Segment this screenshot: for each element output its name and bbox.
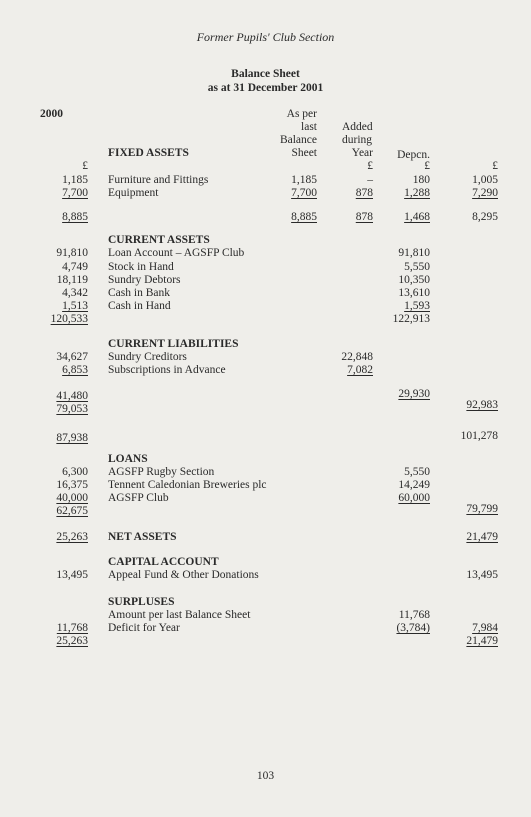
ca-cash-label: Cash in Hand [108, 300, 171, 312]
loan-rugby-amount: 5,550 [404, 466, 430, 478]
ca-debtors-amount: 10,350 [398, 274, 430, 286]
balance-col-line2: last [301, 121, 317, 133]
final-prior: 25,263 [56, 635, 88, 647]
ca-cash-prior: 1,513 [62, 300, 88, 312]
loan-tennent-prior: 16,375 [56, 479, 88, 491]
ca-debtors-label: Sundry Debtors [108, 274, 181, 286]
cl-subs-prior: 6,853 [62, 364, 88, 376]
net-current: 92,983 [466, 399, 498, 411]
ca-cash-amount: 1,593 [404, 300, 430, 312]
fa-equipment-added: 878 [355, 187, 373, 199]
depcn-col-header: Depcn. [397, 149, 430, 161]
loan-tennent-label: Tennent Caledonian Breweries plc [108, 479, 267, 491]
running-header: Former Pupils' Club Section [196, 30, 335, 44]
cl-total-prior: 41,480 [56, 390, 88, 402]
fa-total-added: 878 [355, 211, 373, 223]
cl-subs-label: Subscriptions in Advance [108, 364, 226, 376]
page-subtitle: as at 31 December 2001 [207, 82, 324, 94]
capital-total: 13,495 [466, 569, 498, 581]
loan-club-label: AGSFP Club [108, 492, 169, 504]
subtotal-prior: 87,938 [56, 432, 88, 444]
balance-col-line1: As per [286, 108, 317, 120]
loan-club-amount: 60,000 [398, 492, 430, 504]
fa-equipment-balance: 7,700 [291, 187, 317, 199]
net-current-prior: 79,053 [56, 403, 88, 415]
surplus-total: 7,984 [472, 622, 498, 634]
deficit-prior: 11,768 [56, 622, 88, 634]
ca-bank-label: Cash in Bank [108, 287, 170, 299]
ca-loan-amount: 91,810 [398, 247, 430, 259]
currency-col-added: £ [367, 160, 373, 172]
ca-stock-label: Stock in Hand [108, 261, 174, 273]
added-col-line3: Year [351, 147, 373, 159]
ca-stock-prior: 4,749 [62, 261, 88, 273]
fixed-assets-heading: FIXED ASSETS [108, 147, 189, 159]
ca-bank-prior: 4,342 [62, 287, 88, 299]
cl-creditors-label: Sundry Creditors [108, 351, 187, 363]
fa-furniture-prior: 1,185 [62, 174, 88, 186]
fa-furniture-label: Furniture and Fittings [108, 174, 209, 186]
deficit-amount: (3,784) [396, 622, 430, 634]
ca-total: 122,913 [392, 313, 430, 325]
capital-prior: 13,495 [56, 569, 88, 581]
loan-rugby-label: AGSFP Rugby Section [108, 466, 215, 478]
currency-col-depcn: £ [424, 160, 430, 172]
final-total: 21,479 [466, 635, 498, 647]
surplus-last-amount: 11,768 [398, 609, 430, 621]
capital-account-heading: CAPITAL ACCOUNT [108, 556, 219, 568]
fa-equipment-prior: 7,700 [62, 187, 88, 199]
loan-club-prior: 40,000 [56, 492, 88, 504]
cl-creditors-prior: 34,627 [56, 351, 88, 363]
currency-col-total: £ [492, 160, 498, 172]
fa-furniture-total: 1,005 [472, 174, 498, 186]
added-col-line1: Added [342, 121, 373, 133]
ca-loan-prior: 91,810 [56, 247, 88, 259]
capital-label: Appeal Fund & Other Donations [108, 569, 259, 581]
loans-total: 79,799 [466, 503, 498, 515]
ca-bank-amount: 13,610 [398, 287, 430, 299]
cl-subs-amount: 7,082 [347, 364, 373, 376]
current-assets-heading: CURRENT ASSETS [108, 234, 210, 246]
net-assets-label: NET ASSETS [108, 531, 177, 543]
fa-total-net: 8,295 [472, 211, 498, 223]
fa-equipment-depcn: 1,288 [404, 187, 430, 199]
fa-total-balance: 8,885 [291, 211, 317, 223]
surplus-last-label: Amount per last Balance Sheet [108, 609, 251, 621]
loans-heading: LOANS [108, 453, 148, 465]
fa-furniture-depcn: 180 [412, 174, 430, 186]
year-column-header: 2000 [40, 108, 63, 120]
loan-rugby-prior: 6,300 [62, 466, 88, 478]
fa-furniture-balance: 1,185 [291, 174, 317, 186]
ca-debtors-prior: 18,119 [56, 274, 88, 286]
deficit-label: Deficit for Year [108, 622, 180, 634]
cl-total: 29,930 [398, 388, 430, 400]
loans-total-prior: 62,675 [56, 505, 88, 517]
balance-col-line4: Sheet [291, 147, 317, 159]
net-assets-prior: 25,263 [56, 531, 88, 543]
ca-loan-label: Loan Account – AGSFP Club [108, 247, 245, 259]
surpluses-heading: SURPLUSES [108, 596, 175, 608]
cl-creditors-amount: 22,848 [341, 351, 373, 363]
fa-total-depcn: 1,468 [404, 211, 430, 223]
fa-total-prior: 8,885 [62, 211, 88, 223]
loan-tennent-amount: 14,249 [398, 479, 430, 491]
current-liabilities-heading: CURRENT LIABILITIES [108, 338, 239, 350]
fa-equipment-label: Equipment [108, 187, 159, 199]
balance-col-line3: Balance [279, 134, 317, 146]
page-title: Balance Sheet [231, 68, 300, 80]
subtotal: 101,278 [460, 430, 498, 442]
ca-total-prior: 120,533 [50, 313, 88, 325]
fa-furniture-added: – [367, 174, 373, 186]
fa-equipment-total: 7,290 [472, 187, 498, 199]
net-assets-total: 21,479 [466, 531, 498, 543]
ca-stock-amount: 5,550 [404, 261, 430, 273]
page-number: 103 [256, 770, 275, 782]
currency-col-year: £ [82, 160, 88, 172]
added-col-line2: during [342, 134, 373, 146]
